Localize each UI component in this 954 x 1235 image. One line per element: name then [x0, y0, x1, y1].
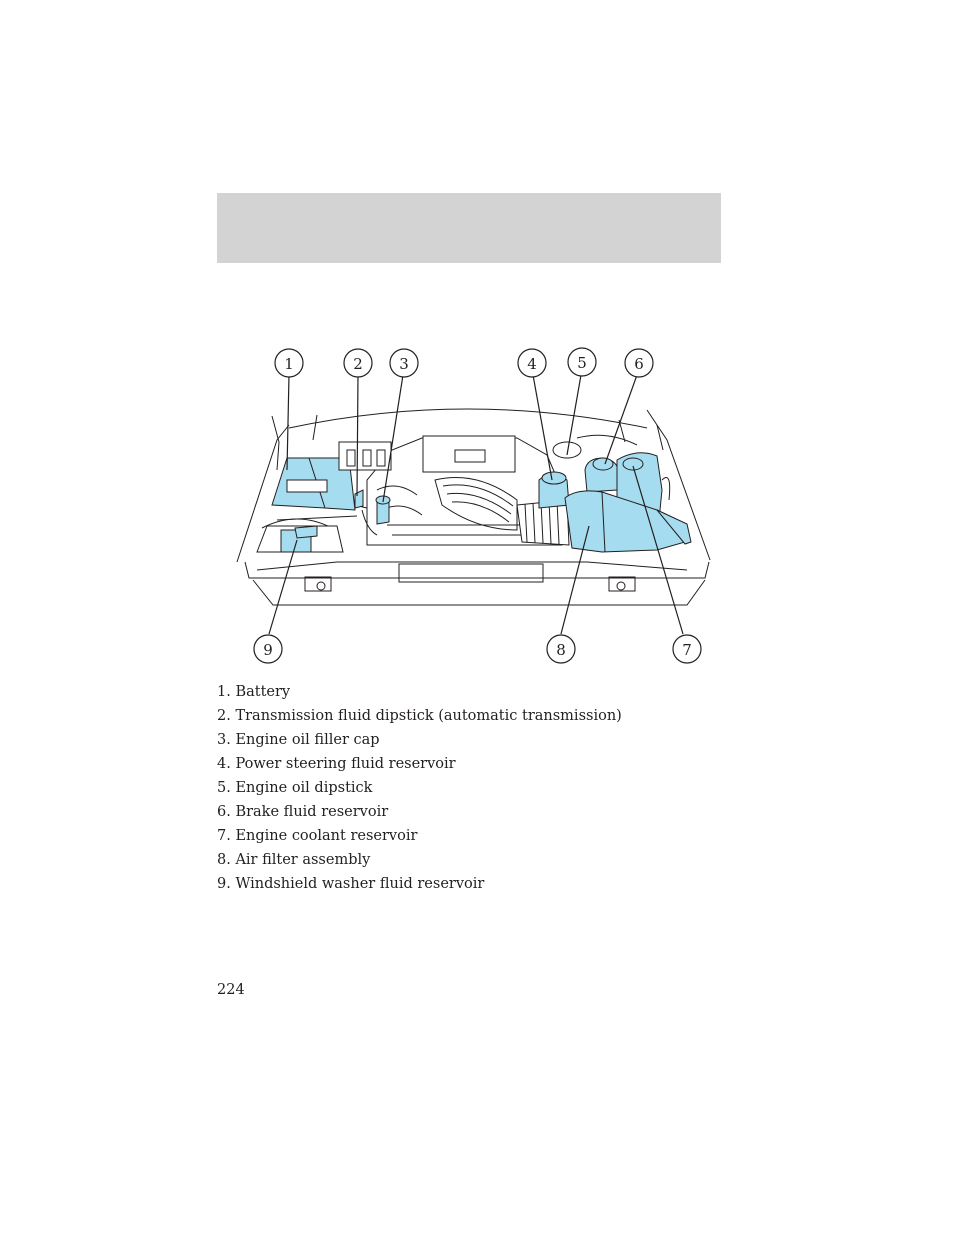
callout-9 — [254, 635, 282, 663]
svg-text:9: 9 — [263, 641, 273, 659]
callout-8 — [547, 635, 575, 663]
callout-2 — [344, 349, 372, 377]
leader-2 — [357, 375, 358, 496]
svg-text:5: 5 — [577, 354, 587, 372]
svg-text:6: 6 — [634, 355, 644, 373]
page-number: 224 — [217, 982, 245, 998]
svg-text:3: 3 — [399, 355, 409, 373]
legend-item: 3. Engine oil filler cap — [217, 732, 380, 748]
legend-item: 4. Power steering fluid reservoir — [217, 756, 456, 772]
header-band — [217, 193, 721, 263]
svg-text:2: 2 — [353, 355, 363, 373]
callout-6 — [625, 349, 653, 377]
callout-1 — [275, 349, 303, 377]
washer-reservoir — [257, 526, 343, 552]
callout-4 — [518, 349, 546, 377]
air-filter-assembly — [565, 491, 691, 552]
svg-text:1: 1 — [284, 355, 294, 373]
engine-diagram-svg — [217, 330, 721, 670]
component-legend — [217, 680, 737, 896]
legend-item: 8. Air filter assembly — [217, 852, 371, 868]
legend-item: 2. Transmission fluid dipstick (automatic transmission) — [217, 708, 622, 724]
legend-item: 6. Brake fluid reservoir — [217, 804, 389, 820]
svg-text:7: 7 — [682, 641, 692, 659]
legend-item: 5. Engine oil dipstick — [217, 780, 373, 796]
legend-item: 1. Battery — [217, 684, 291, 700]
leader-9 — [269, 540, 297, 634]
callout-5 — [568, 348, 596, 376]
engine-compartment-diagram — [217, 330, 721, 670]
leader-6 — [605, 375, 637, 464]
leader-1 — [287, 375, 289, 470]
svg-text:4: 4 — [527, 355, 537, 373]
legend-item: 9. Windshield washer fluid reservoir — [217, 876, 485, 892]
svg-text:8: 8 — [556, 641, 566, 659]
callout-3 — [390, 349, 418, 377]
callout-7 — [673, 635, 701, 663]
legend-item: 7. Engine coolant reservoir — [217, 828, 418, 844]
